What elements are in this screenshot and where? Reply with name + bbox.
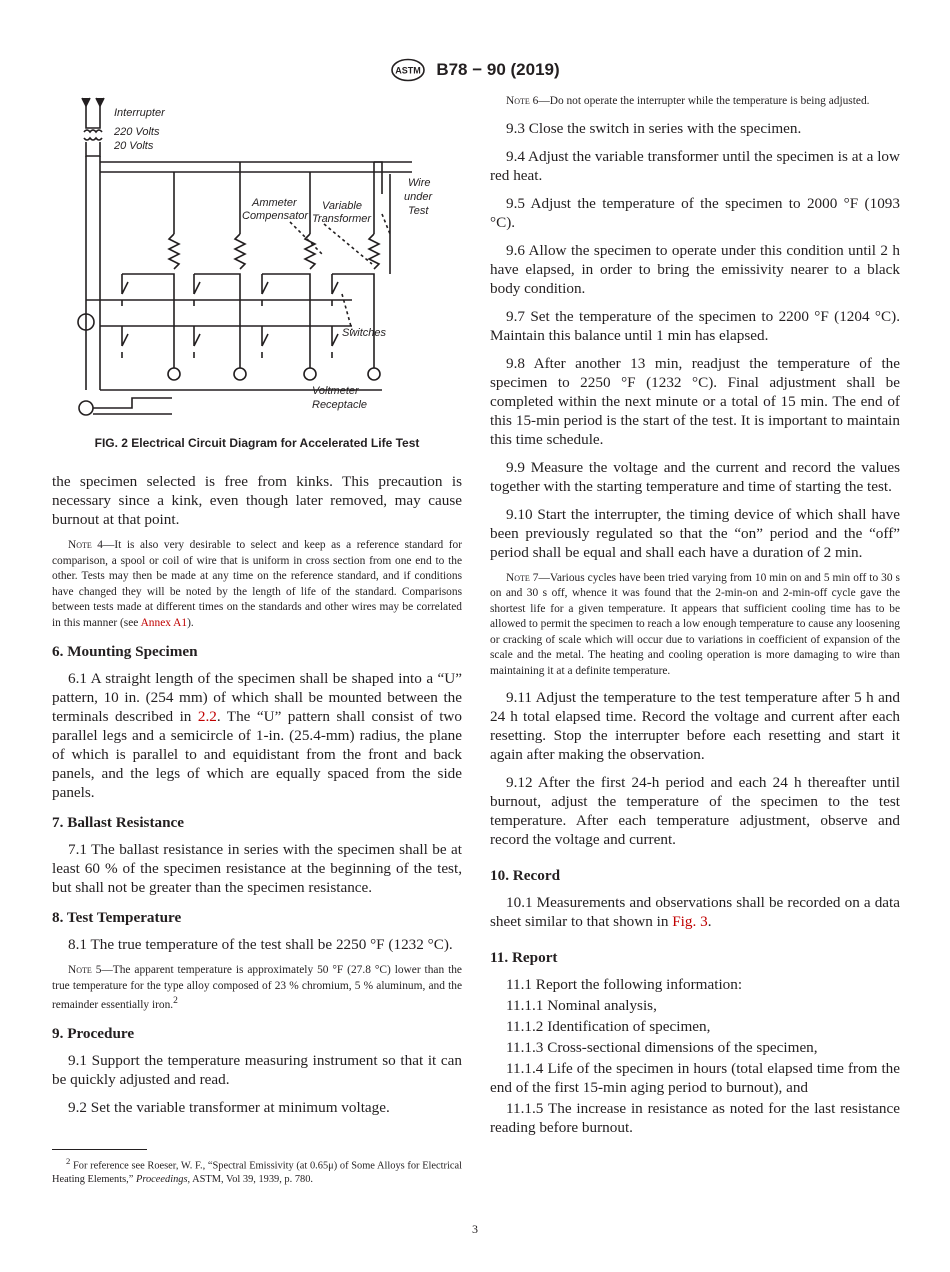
right-column — [490, 94, 900, 1137]
paragraph-7-1: 7.1 The ballast resistance in series with the specimen shall be at least 60 % of the specimen resistance at the beginning of the test, but shall not be greater than the specimen resistance. — [52, 841, 462, 896]
section-11-heading: 11. Report — [490, 949, 558, 966]
paragraph-continuation: the specimen selected is free from kinks. This precaution is necessary since a kink, even though later removed, may cause burnout at that point. — [52, 473, 462, 528]
section-7-heading: 7. Ballast Resistance — [52, 814, 185, 831]
footnote-2: $^2$ For reference see Roeser, W. F., “Spectral Emissivity (at 0.65μ) of Some Alloys for Electrical Heating Elements,” Proceedings, ASTM, Vol 39, 1939, p. 780. — [52, 1156, 462, 1186]
note-7 — [490, 571, 900, 680]
note-6 — [490, 94, 900, 110]
figure-caption: FIG. 2 Electrical Circuit Diagram for Accelerated Life Test — [94, 436, 420, 450]
section-6-heading: 6. Mounting Specimen — [52, 643, 198, 660]
circuit-diagram — [52, 94, 462, 434]
paragraph-8-1: 8.1 The true temperature of the test shall be 2250 °F (1232 °C). — [68, 936, 453, 953]
paragraph-9-1: 9.1 Support the temperature measuring instrument so that it can be quickly adjusted and read. — [52, 1052, 462, 1089]
note-7-text: —Various cycles have been tried varying from 10 min on and 5 min off to 30 s on and 30 s off, whence it was found that the 2-min-on and 2-min-off cycle gave the shortest life for a given temperature. It appears that sufficient cooling time has to be allowed to permit the specimen to reach a low enough temperature to cause any loosening or cracking of scale which will occur due to variations in coefficient of expansion of the scale and the metal. The heating and cooling operation is more damaging to wire than maintaining it at a definite temperature. — [490, 571, 900, 677]
annex-a1-link[interactable]: Annex A1 — [140, 616, 188, 629]
section-8-heading: 8. Test Temperature — [52, 909, 182, 926]
paragraph-11-1-5: 11.1.5 The increase in resistance as noted for the last resistance reading before burnout. — [490, 1100, 900, 1136]
label-receptacle: Receptacle — [312, 399, 368, 411]
paragraph-6-1: 6.1 A straight length of the specimen shall be shaped into a “U” pattern, 10 in. (254 mm) of which shall be mounted between the terminals described in 2.2. The “U” pattern shall consist of two parallel legs and a semicircle of 1-in. (25.4-mm) radius, the plane of which is parallel to and equidistant from the front and back panels, and the legs of which are equally spaced from the side panels. — [52, 670, 462, 801]
section-2-2-link[interactable]: 2.2 — [197, 708, 217, 725]
paragraph-9-8: 9.8 After another 13 min, readjust the temperature of the specimen to 2250 °F (1232 °C). Final adjustment shall be completed within the next minute or a total of 15 min. The end of this 15-min period is the start of the test. It is important to maintain this time schedule. — [490, 354, 900, 448]
note-6-label: Note 6 — [506, 95, 539, 107]
note-4 — [52, 538, 462, 631]
note-6-text: —Do not operate the interrupter while the temperature is being adjusted. — [538, 95, 870, 107]
paragraph-11-1-4: 11.1.4 Life of the specimen in hours (total elapsed time from the end of the first 15-min aging period to burnout), and — [490, 1060, 900, 1096]
note-5-label: Note 5 — [68, 964, 102, 976]
note-7-label: Note 7 — [506, 571, 539, 584]
footnote-rule — [52, 1149, 147, 1150]
page-number: 3 — [472, 1222, 478, 1236]
label-voltmeter: Voltmeter — [312, 385, 359, 397]
paragraph-11-1-2: 11.1.2 Identification of specimen, — [506, 1018, 711, 1035]
paragraph-9-4: 9.4 Adjust the variable transformer until the specimen is at a low red heat. — [490, 147, 900, 184]
page-header — [0, 58, 950, 82]
paragraph-9-6: 9.6 Allow the specimen to operate under this condition until 2 h have elapsed, in order to bring the emissivity nearer to a black body condition. — [490, 241, 900, 297]
label-interrupter: Interrupter — [114, 107, 165, 119]
paragraph-10-1: 10.1 Measurements and observations shall be recorded on a data sheet similar to that shown in Fig. 3. — [490, 894, 900, 930]
paragraph-11-1-3: 11.1.3 Cross-sectional dimensions of the specimen, — [506, 1039, 818, 1056]
label-transformer: Transformer — [312, 213, 372, 225]
note-4-text: —It is also very desirable to select and keep as a reference standard for comparison, a spool or coil of wire that is uniform in cross section from one end to the other. Tests may then be made at any time on the reference standard, and if conditions have changed they will be noted by the length of life of the standard. Comparisons between tests made at different times on the standards and other wires may be correlated in this manner (see — [52, 539, 462, 629]
label-220-volts: 220 Volts — [114, 126, 160, 138]
paragraph-11-1-1: 11.1.1 Nominal analysis, — [506, 997, 657, 1014]
label-switches: Switches — [342, 327, 387, 339]
label-variable: Variable — [322, 200, 362, 212]
circuit-diagram-figure — [52, 94, 462, 464]
paragraph-9-7: 9.7 Set the temperature of the specimen to 2200 °F (1204 °C). Maintain this balance until 1 min has elapsed. — [490, 307, 900, 344]
standard-designation: B78 − 90 (2019) — [436, 60, 560, 79]
note-4-end: ). — [187, 616, 194, 629]
paragraph-9-9: 9.9 Measure the voltage and the current and record the values together with the starting temperature and time of starting the test. — [490, 458, 900, 495]
note-5-text: —The apparent temperature is approximately 50 °F (27.8 °C) lower than the true temperature for the type alloy composed of 23 % chromium, 5 % aluminum, and the remainder essentially iron. — [52, 964, 462, 1011]
label-wire: Wire — [408, 177, 431, 189]
paragraph-9-3: 9.3 Close the switch in series with the specimen. — [506, 119, 802, 137]
paragraph-9-11: 9.11 Adjust the temperature to the test temperature after 5 h and 24 h total elapsed time. Record the voltage and current after each resetting. Stop the interrupter before each resetting and start it again after making the observation. — [490, 689, 900, 763]
astm-logo-text: ASTM — [395, 65, 422, 76]
paragraph-9-10: 9.10 Start the interrupter, the timing device of which shall have been previously regulated so that the “on” period and the “off” period shall be equal and shall each have a duration of 2 min. — [490, 505, 900, 561]
note-4-label: Note 4 — [68, 539, 103, 551]
note-5 — [52, 963, 462, 1013]
footnote-ref-2: 2 — [173, 996, 178, 1006]
paragraph-9-12: 9.12 After the first 24-h period and each 24 h thereafter until burnout, adjust the temperature of the specimen to the test temperature. After each temperature adjustment, observe and record the voltage and current. — [490, 774, 900, 848]
fig-3-link[interactable]: Fig. 3 — [672, 913, 708, 930]
section-10-heading: 10. Record — [490, 867, 561, 884]
label-test: Test — [408, 205, 429, 217]
section-9-heading: 9. Procedure — [52, 1025, 135, 1043]
label-ammeter: Ammeter — [252, 197, 297, 209]
footnote-block — [52, 1149, 462, 1187]
paragraph-9-5: 9.5 Adjust the temperature of the specimen to 2000 °F (1093 °C). — [490, 194, 900, 231]
astm-logo — [390, 58, 426, 82]
label-20-volts: 20 Volts — [114, 140, 154, 152]
label-compensator: Compensator — [242, 210, 309, 222]
paragraph-11-1: 11.1 Report the following information: — [506, 976, 743, 993]
left-column — [52, 94, 462, 1186]
paragraph-9-2: 9.2 Set the variable transformer at minimum voltage. — [68, 1099, 390, 1117]
label-under: under — [404, 191, 433, 203]
